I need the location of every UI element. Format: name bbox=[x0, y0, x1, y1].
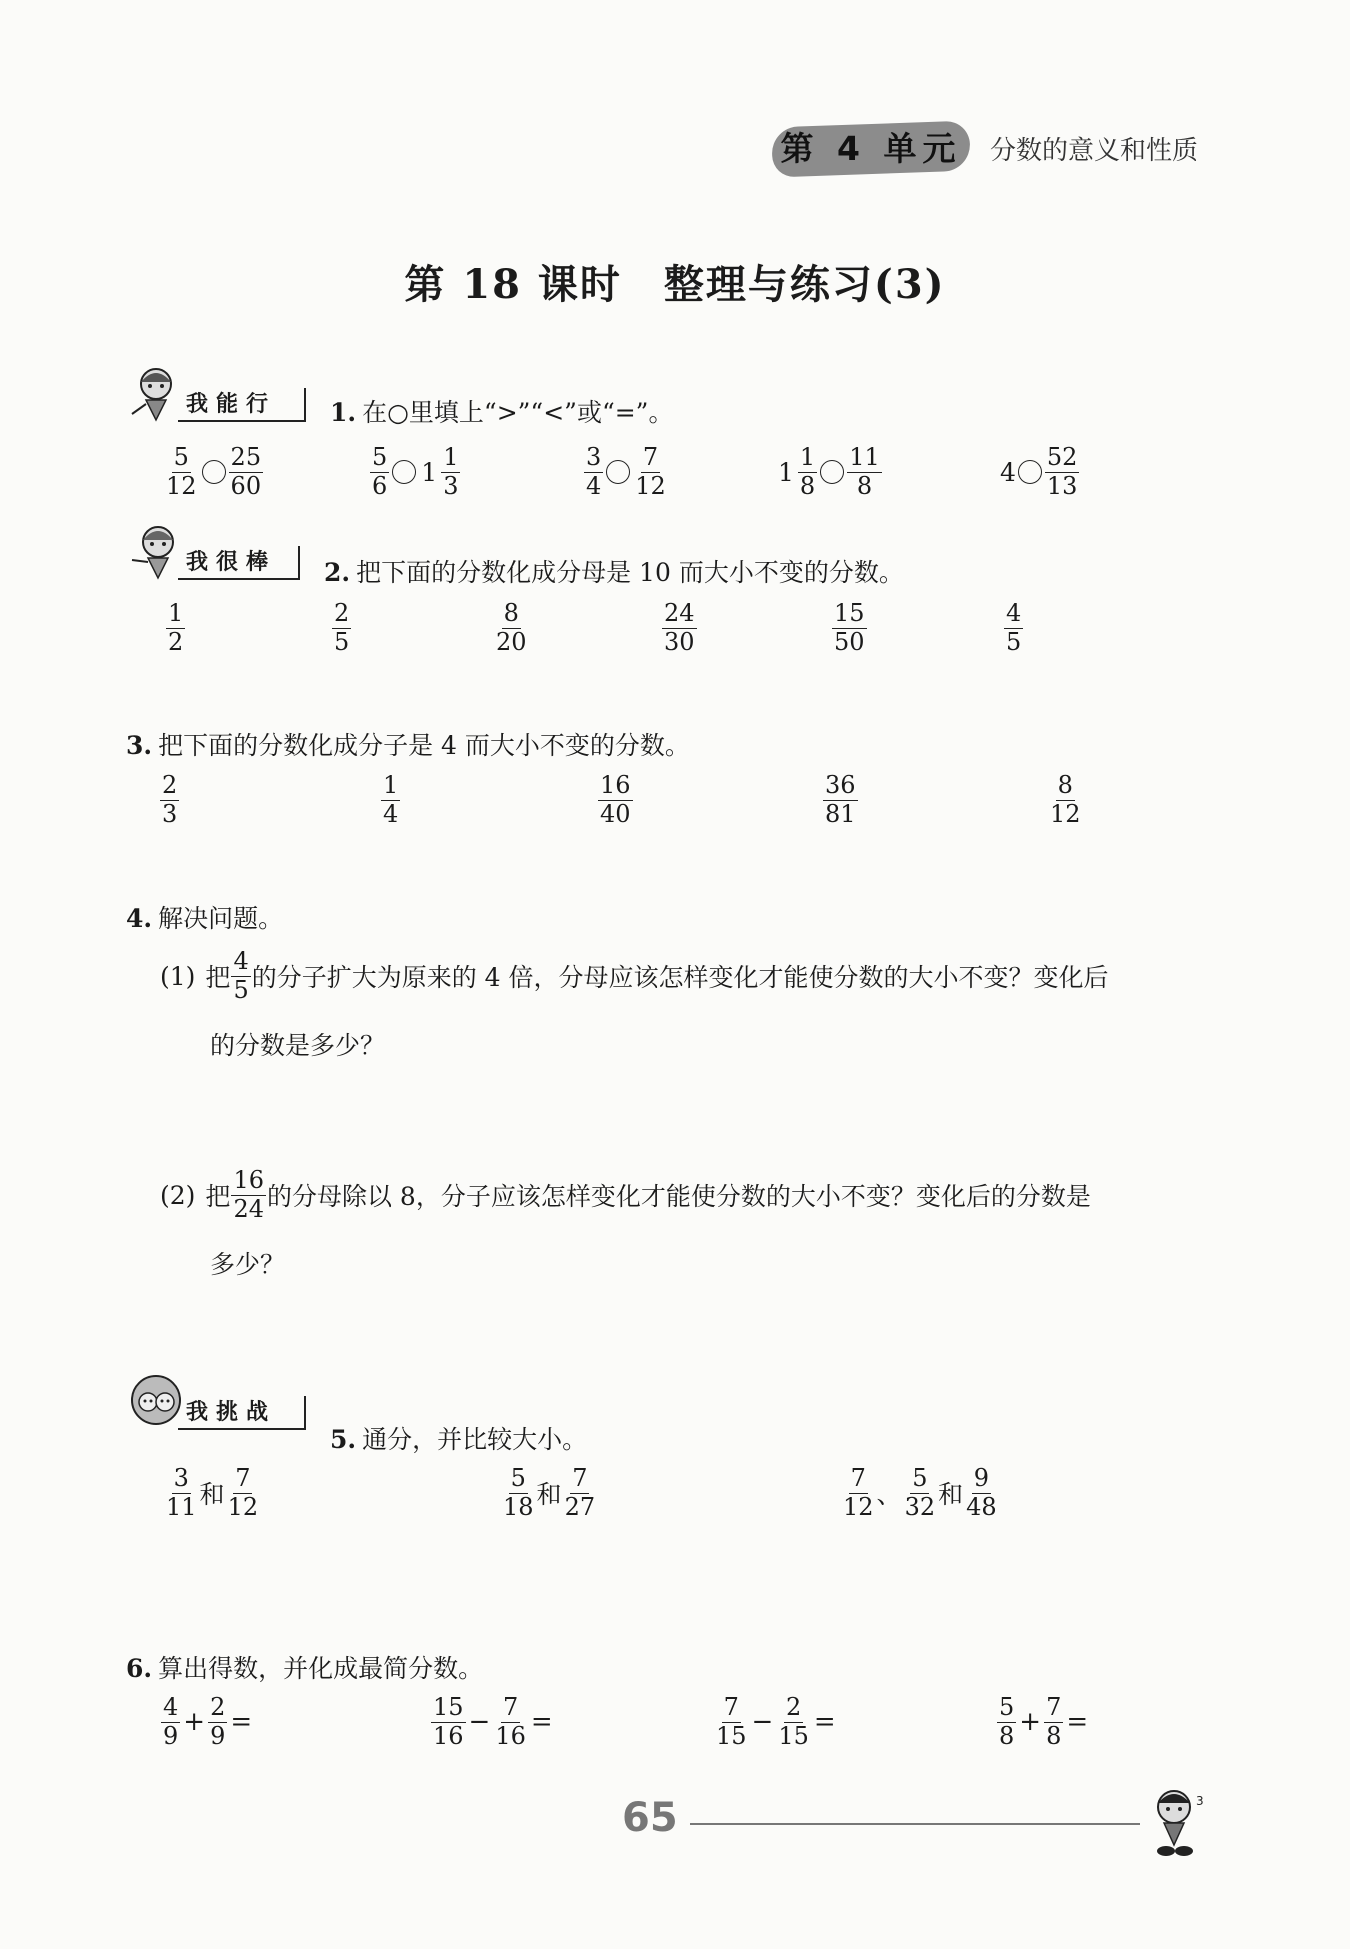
question-number: 1. bbox=[330, 398, 357, 427]
fraction bbox=[832, 600, 867, 656]
numerator: 15 bbox=[433, 1693, 464, 1721]
numerator: 24 bbox=[664, 599, 695, 627]
denominator: 32 bbox=[904, 1492, 936, 1521]
q3-item bbox=[159, 772, 180, 828]
answer-circle[interactable] bbox=[202, 460, 226, 484]
numerator: 5 bbox=[510, 1464, 526, 1492]
numerator: 5 bbox=[999, 1693, 1015, 1721]
q5-item-3 bbox=[840, 1465, 1000, 1521]
q2-item bbox=[1003, 600, 1024, 656]
denominator: 27 bbox=[564, 1492, 596, 1521]
fraction bbox=[847, 444, 882, 500]
math-symbol: + bbox=[183, 1707, 206, 1738]
fraction bbox=[441, 444, 460, 500]
q2-item bbox=[661, 600, 698, 656]
math-symbol: 和 bbox=[938, 1480, 964, 1510]
numerator: 1 bbox=[799, 443, 816, 471]
fraction bbox=[226, 1465, 261, 1521]
page-number: 65 bbox=[622, 1795, 678, 1841]
fraction bbox=[1004, 600, 1023, 656]
fraction bbox=[823, 772, 858, 828]
fraction bbox=[1048, 772, 1083, 828]
denominator: 12 bbox=[635, 471, 666, 500]
math-symbol: − bbox=[468, 1707, 491, 1738]
fraction bbox=[164, 1465, 199, 1521]
denominator: 11 bbox=[166, 1492, 197, 1521]
badge-label: 我很棒 bbox=[178, 546, 300, 580]
numerator: 4 bbox=[233, 947, 249, 975]
denominator: 24 bbox=[233, 1194, 264, 1223]
q4-part-2 bbox=[160, 1167, 1091, 1223]
fraction bbox=[493, 1694, 528, 1750]
q6-item-1 bbox=[160, 1694, 254, 1750]
denominator: 3 bbox=[443, 471, 459, 500]
q1-item-1 bbox=[163, 444, 264, 500]
question-text: 把下面的分数化成分子是 4 而大小不变的分数。 bbox=[158, 731, 690, 760]
badge-label: 我挑战 bbox=[178, 1396, 306, 1430]
denominator: 12 bbox=[227, 1492, 259, 1521]
denominator: 2 bbox=[168, 627, 184, 656]
answer-circle[interactable] bbox=[820, 460, 844, 484]
numerator: 1 bbox=[443, 443, 459, 471]
numerator: 1 bbox=[383, 771, 399, 799]
numerator: 4 bbox=[163, 1693, 179, 1721]
numerator: 16 bbox=[233, 1166, 264, 1194]
denominator: 8 bbox=[999, 1721, 1015, 1750]
fraction bbox=[501, 1465, 536, 1521]
numerator: 7 bbox=[642, 443, 659, 471]
numerator: 11 bbox=[849, 443, 880, 471]
question-number: 2. bbox=[324, 558, 351, 587]
q1-item-4 bbox=[778, 444, 883, 500]
fraction bbox=[841, 1465, 876, 1521]
numerator: 4 bbox=[1006, 599, 1022, 627]
numerator: 9 bbox=[973, 1464, 990, 1492]
lesson-title: 第 18 课时 整理与练习(3) bbox=[404, 261, 946, 308]
q6-item-3 bbox=[713, 1694, 838, 1750]
boy-mascot-icon bbox=[1140, 1785, 1210, 1860]
fraction bbox=[332, 600, 351, 656]
denominator: 60 bbox=[230, 471, 262, 500]
denominator: 15 bbox=[716, 1721, 747, 1750]
numerator: 2 bbox=[785, 1693, 802, 1721]
fraction bbox=[798, 444, 817, 500]
problem-text: 把 bbox=[205, 963, 231, 993]
problem-text: 的分母除以 8，分子应该怎样变化才能使分数的大小不变？变化后的分数是 bbox=[266, 1182, 1091, 1212]
numerator: 2 bbox=[162, 771, 178, 799]
denominator: 8 bbox=[1046, 1721, 1062, 1750]
numerator: 7 bbox=[572, 1464, 588, 1492]
footer-divider bbox=[690, 1823, 1140, 1825]
fraction bbox=[231, 1167, 266, 1223]
answer-circle[interactable] bbox=[1018, 460, 1042, 484]
math-symbol: + bbox=[1019, 1707, 1042, 1738]
fraction bbox=[584, 444, 603, 500]
math-symbol: 1 bbox=[421, 457, 438, 487]
denominator: 8 bbox=[856, 471, 873, 500]
question-text: 把下面的分数化成分母是 10 而大小不变的分数。 bbox=[356, 558, 904, 587]
fraction bbox=[662, 600, 697, 656]
q3-item bbox=[822, 772, 859, 828]
fraction bbox=[997, 1694, 1016, 1750]
denominator: 9 bbox=[210, 1721, 226, 1750]
question-number: 5. bbox=[330, 1425, 357, 1454]
problem-text: 把 bbox=[205, 1182, 231, 1212]
q2-item bbox=[831, 600, 868, 656]
q3-item bbox=[380, 772, 401, 828]
question-4 bbox=[126, 899, 283, 935]
question-3 bbox=[126, 726, 690, 762]
question-5 bbox=[330, 1420, 587, 1456]
denominator: 16 bbox=[495, 1721, 526, 1750]
problem-text: (1) bbox=[160, 961, 196, 991]
problem-text: (2) bbox=[160, 1180, 196, 1210]
numerator: 7 bbox=[723, 1693, 739, 1721]
unit-badge bbox=[772, 118, 970, 174]
question-text: 通分，并比较大小。 bbox=[362, 1425, 588, 1454]
numerator: 25 bbox=[230, 443, 262, 471]
question-2 bbox=[324, 553, 904, 589]
q1-item-5 bbox=[1000, 444, 1080, 500]
question-number: 4. bbox=[126, 904, 153, 933]
fraction bbox=[563, 1465, 598, 1521]
denominator: 13 bbox=[1046, 471, 1078, 500]
fraction bbox=[381, 772, 400, 828]
fraction bbox=[598, 772, 633, 828]
numerator: 3 bbox=[173, 1464, 189, 1492]
denominator: 4 bbox=[383, 799, 399, 828]
math-symbol: 、 bbox=[876, 1480, 902, 1510]
numerator: 7 bbox=[1046, 1693, 1062, 1721]
math-symbol: = bbox=[813, 1707, 836, 1738]
numerator: 15 bbox=[834, 599, 865, 627]
fraction bbox=[1044, 1694, 1063, 1750]
q5-item-2 bbox=[500, 1465, 598, 1521]
problem-text: 的分子扩大为原来的 4 倍，分母应该怎样变化才能使分数的大小不变？变化后 bbox=[251, 963, 1109, 993]
numerator: 36 bbox=[825, 771, 856, 799]
question-number: 3. bbox=[126, 731, 153, 760]
fraction bbox=[776, 1694, 811, 1750]
denominator: 12 bbox=[166, 471, 197, 500]
numerator: 5 bbox=[173, 443, 189, 471]
question-1 bbox=[330, 393, 673, 429]
denominator: 81 bbox=[825, 799, 856, 828]
fraction bbox=[370, 444, 389, 500]
denominator: 12 bbox=[843, 1492, 874, 1521]
question-text: 解决问题。 bbox=[158, 904, 284, 933]
q6-item-4 bbox=[996, 1694, 1090, 1750]
numerator: 5 bbox=[372, 443, 388, 471]
numerator: 8 bbox=[503, 599, 519, 627]
fraction bbox=[166, 600, 185, 656]
fraction bbox=[161, 1694, 180, 1750]
q5-item-1 bbox=[163, 1465, 261, 1521]
denominator: 50 bbox=[834, 627, 865, 656]
math-symbol: = bbox=[1066, 1707, 1089, 1738]
numerator: 2 bbox=[334, 599, 350, 627]
denominator: 12 bbox=[1050, 799, 1081, 828]
fraction bbox=[431, 1694, 466, 1750]
denominator: 5 bbox=[334, 627, 350, 656]
question-text: 在○里填上“>”“<”或“=”。 bbox=[362, 398, 674, 427]
badge-label: 我能行 bbox=[178, 388, 306, 422]
fraction bbox=[714, 1694, 749, 1750]
unit-label: 第 4 单元 bbox=[780, 128, 962, 168]
numerator: 1 bbox=[168, 599, 184, 627]
girl-mascot-icon bbox=[128, 522, 184, 582]
numerator: 52 bbox=[1046, 443, 1078, 471]
numerator: 2 bbox=[210, 1693, 226, 1721]
q1-item-2 bbox=[369, 444, 461, 500]
q3-item bbox=[597, 772, 634, 828]
denominator: 8 bbox=[799, 471, 816, 500]
denominator: 5 bbox=[233, 975, 249, 1004]
unit-subtitle: 分数的意义和性质 bbox=[990, 136, 1199, 166]
denominator: 4 bbox=[586, 471, 602, 500]
denominator: 20 bbox=[496, 627, 527, 656]
denominator: 18 bbox=[503, 1492, 534, 1521]
q3-item bbox=[1047, 772, 1084, 828]
denominator: 5 bbox=[1006, 627, 1022, 656]
fraction bbox=[964, 1465, 999, 1521]
fraction bbox=[229, 444, 264, 500]
question-text: 算出得数，并化成最简分数。 bbox=[158, 1654, 484, 1683]
answer-circle[interactable] bbox=[606, 460, 630, 484]
math-symbol: = bbox=[530, 1707, 553, 1738]
denominator: 3 bbox=[162, 799, 178, 828]
denominator: 16 bbox=[433, 1721, 464, 1750]
denominator: 48 bbox=[966, 1492, 997, 1521]
denominator: 15 bbox=[778, 1721, 809, 1750]
fraction bbox=[1045, 444, 1080, 500]
denominator: 40 bbox=[600, 799, 631, 828]
q2-item bbox=[331, 600, 352, 656]
q6-item-2 bbox=[430, 1694, 555, 1750]
question-6 bbox=[126, 1649, 483, 1685]
numerator: 8 bbox=[1057, 771, 1073, 799]
fraction bbox=[494, 600, 529, 656]
fraction bbox=[903, 1465, 938, 1521]
denominator: 30 bbox=[664, 627, 695, 656]
fraction bbox=[164, 444, 199, 500]
math-symbol: − bbox=[751, 1707, 774, 1738]
fraction bbox=[208, 1694, 227, 1750]
numerator: 3 bbox=[586, 443, 602, 471]
math-symbol: 和 bbox=[536, 1480, 562, 1510]
math-symbol: = bbox=[230, 1707, 253, 1738]
fraction bbox=[633, 444, 668, 500]
question-number: 6. bbox=[126, 1654, 153, 1683]
q4-part-2-line2: 多少？ bbox=[210, 1250, 286, 1279]
math-symbol: 和 bbox=[199, 1480, 225, 1510]
fraction bbox=[160, 772, 179, 828]
svg-text:3: 3 bbox=[1196, 1794, 1204, 1808]
numerator: 7 bbox=[235, 1464, 251, 1492]
numerator: 7 bbox=[502, 1693, 519, 1721]
math-symbol: 4 bbox=[1000, 457, 1016, 487]
q4-part-1-line2: 的分数是多少？ bbox=[210, 1031, 386, 1060]
fraction bbox=[231, 948, 250, 1004]
q4-part-1 bbox=[160, 948, 1109, 1004]
girl-mascot-icon bbox=[128, 364, 184, 424]
numerator: 7 bbox=[850, 1464, 866, 1492]
q2-item bbox=[165, 600, 186, 656]
q2-item bbox=[493, 600, 530, 656]
numerator: 5 bbox=[912, 1464, 928, 1492]
math-symbol: 1 bbox=[778, 457, 794, 487]
denominator: 6 bbox=[372, 471, 388, 500]
answer-circle[interactable] bbox=[392, 460, 416, 484]
kids-mascot-icon bbox=[128, 1372, 184, 1432]
denominator: 9 bbox=[163, 1721, 179, 1750]
q1-item-3 bbox=[583, 444, 669, 500]
numerator: 16 bbox=[600, 771, 631, 799]
